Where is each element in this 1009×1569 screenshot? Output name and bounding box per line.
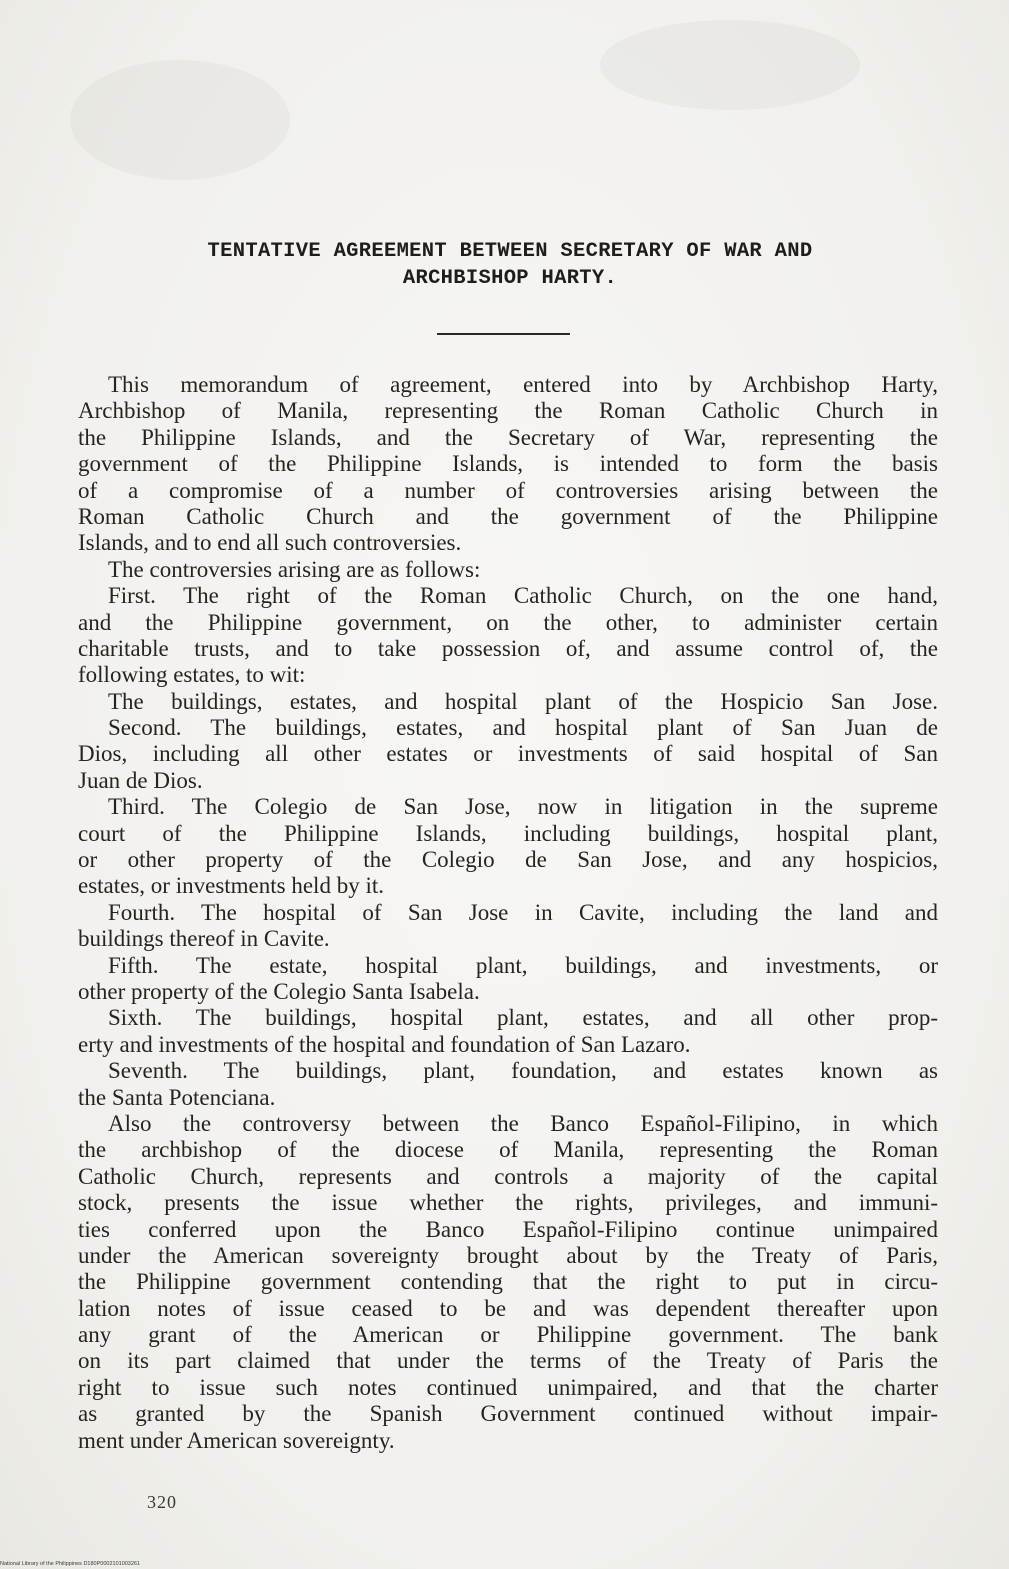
- body-line: Second. The buildings, estates, and hospital plant of San Juan de: [108, 715, 938, 741]
- body-line: the Santa Potenciana.: [78, 1084, 276, 1110]
- body-line: buildings thereof in Cavite.: [78, 926, 330, 952]
- body-line: The buildings, estates, and hospital plant of the Hospicio San Jose.: [108, 688, 938, 714]
- body-line: other property of the Colegio Santa Isabela.: [78, 978, 480, 1004]
- body-line: stock, presents the issue whether the rights, privileges, and immuni-: [78, 1190, 938, 1216]
- body-line: the Philippine Islands, and the Secretary of War, representing the: [78, 424, 938, 450]
- title-line-1: TENTATIVE AGREEMENT BETWEEN SECRETARY OF WAR AND: [207, 240, 813, 263]
- body-line: court of the Philippine Islands, including buildings, hospital plant,: [78, 820, 938, 846]
- body-line: First. The right of the Roman Catholic Church, on the one hand,: [108, 583, 938, 609]
- document-title: [70, 238, 950, 292]
- page-number: 320: [147, 1492, 177, 1512]
- body-line: government of the Philippine Islands, is intended to form the basis: [78, 451, 938, 477]
- body-line: This memorandum of agreement, entered into by Archbishop Harty,: [108, 372, 938, 397]
- body-line: ties conferred upon the Banco Español-Filipino continue unimpaired: [78, 1216, 938, 1242]
- body-line: on its part claimed that under the terms of the Treaty of Paris the: [78, 1348, 938, 1374]
- body-line: Seventh. The buildings, plant, foundation, and estates known as: [108, 1058, 938, 1084]
- body-line: right to issue such notes continued unimpaired, and that the charter: [78, 1374, 938, 1400]
- body-line: Fifth. The estate, hospital plant, buildings, and investments, or: [108, 952, 938, 978]
- body-line: the archbishop of the diocese of Manila, representing the Roman: [78, 1137, 938, 1163]
- page-smudge: [70, 60, 290, 180]
- body-line: as granted by the Spanish Government continued without impair-: [78, 1401, 938, 1427]
- body-line: estates, or investments held by it.: [78, 873, 384, 899]
- body-line: Juan de Dios.: [78, 767, 203, 793]
- body-line: Islands, and to end all such controversies.: [78, 530, 462, 556]
- body-line: ment under American sovereignty.: [78, 1427, 395, 1453]
- body-line: The controversies arising are as follows:: [108, 556, 481, 582]
- body-line: Archbishop of Manila, representing the Roman Catholic Church in: [78, 398, 938, 424]
- body-line: of a compromise of a number of controversies arising between the: [78, 477, 938, 503]
- body-line: Fourth. The hospital of San Jose in Cavite, including the land and: [108, 899, 938, 925]
- body-line: the Philippine government contending that the right to put in circu-: [78, 1269, 938, 1295]
- title-line-2: ARCHBISHOP HARTY.: [402, 267, 618, 290]
- body-line: or other property of the Colegio de San Jose, and any hospicios,: [78, 847, 938, 873]
- body-line: and the Philippine government, on the other, to administer certain: [78, 609, 938, 635]
- body-line: lation notes of issue ceased to be and was dependent thereafter upon: [78, 1295, 938, 1321]
- body-line: charitable trusts, and to take possession of, and assume control of, the: [78, 635, 938, 661]
- title-divider-rule: [437, 333, 570, 335]
- body-line: Catholic Church, represents and controls a majority of the capital: [78, 1163, 938, 1189]
- body-line: under the American sovereignty brought about by the Treaty of Paris,: [78, 1242, 938, 1268]
- body-line: any grant of the American or Philippine government. The bank: [78, 1322, 938, 1348]
- body-line: Roman Catholic Church and the government of the Philippine: [78, 503, 938, 529]
- body-line: Also the controversy between the Banco Español-Filipino, in which: [108, 1110, 938, 1136]
- body-line: following estates, to wit:: [78, 662, 306, 688]
- page-smudge: [600, 20, 860, 110]
- body-line: Sixth. The buildings, hospital plant, estates, and all other prop-: [108, 1005, 938, 1031]
- body-text: [78, 372, 938, 1454]
- body-line: erty and investments of the hospital and foundation of San Lazaro.: [78, 1031, 691, 1057]
- body-line: Dios, including all other estates or investments of said hospital of San: [78, 741, 938, 767]
- scan-credit: National Library of the Philippines D180P0002101003261: [0, 1561, 141, 1567]
- body-line: Third. The Colegio de San Jose, now in litigation in the supreme: [108, 794, 938, 820]
